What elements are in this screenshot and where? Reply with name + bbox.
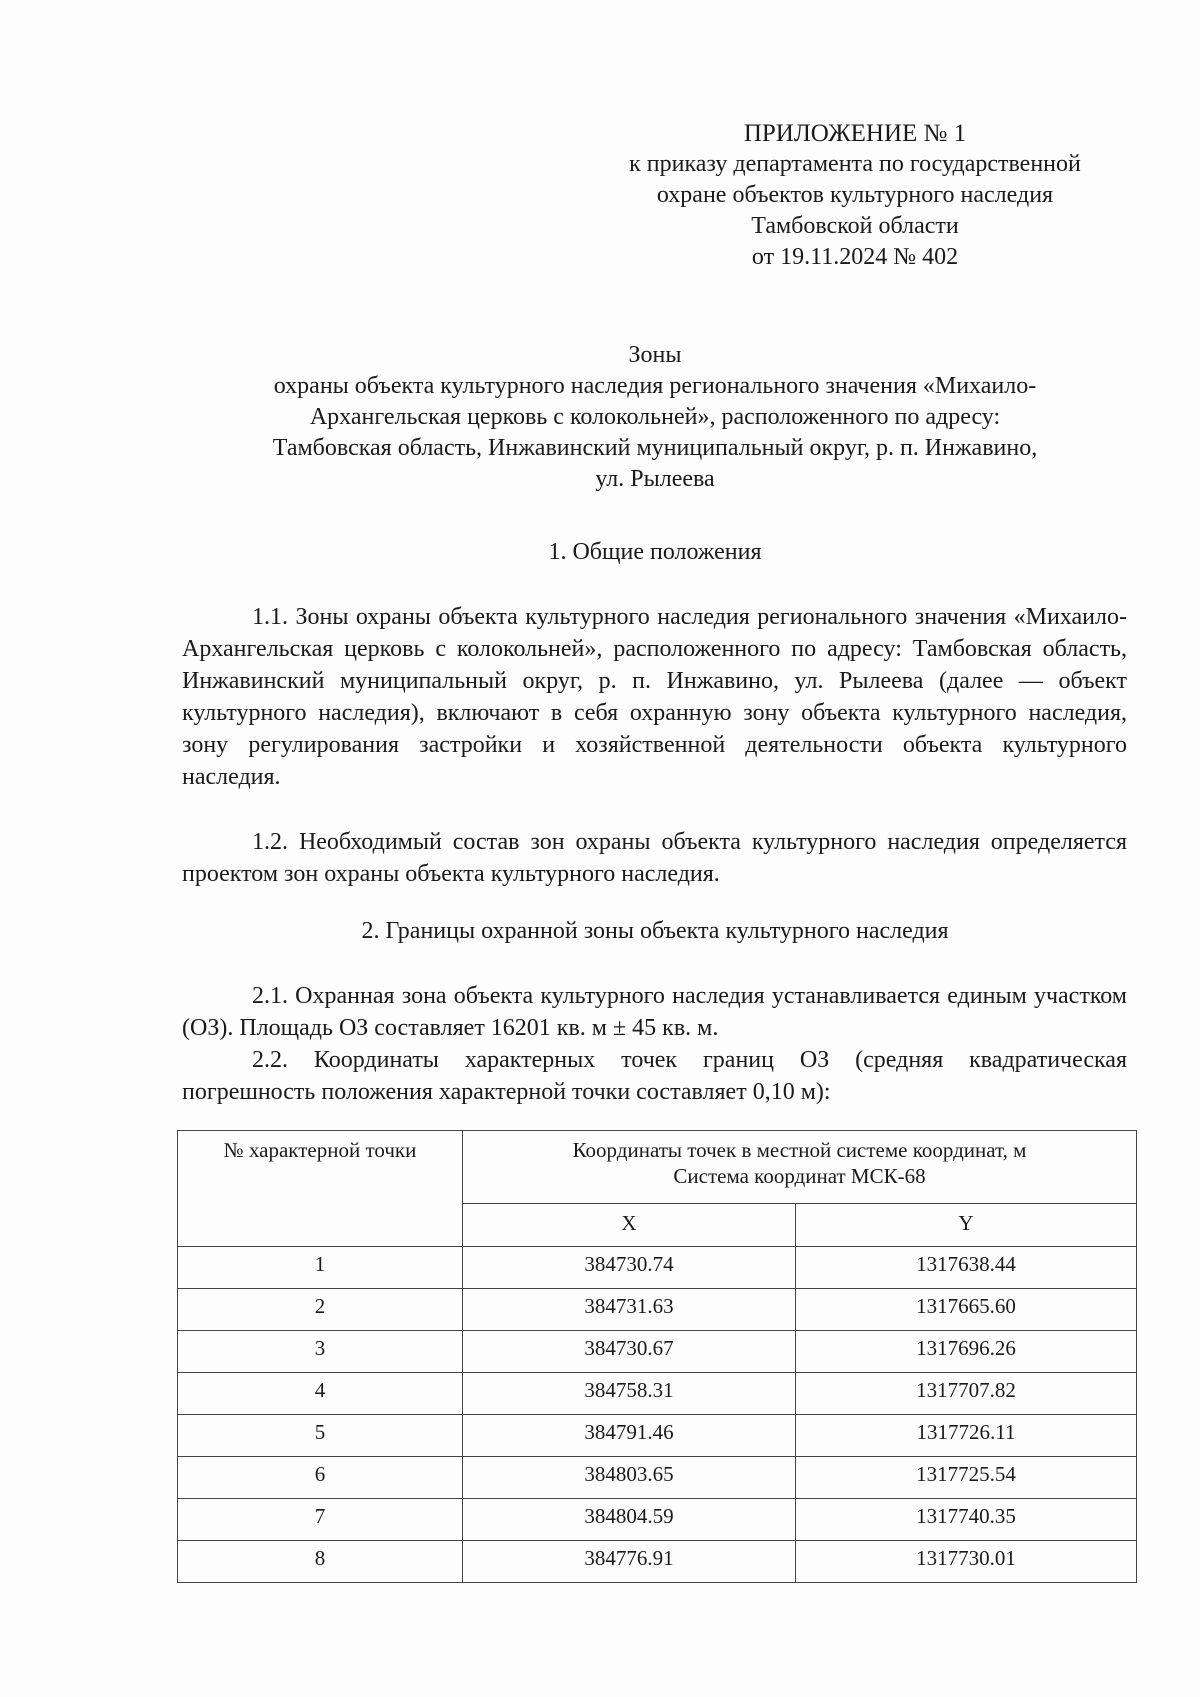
point-number: 6 — [178, 1457, 463, 1499]
table-row — [178, 1289, 1137, 1331]
coord-y: 1317638.44 — [796, 1247, 1137, 1289]
header-x: X — [463, 1204, 796, 1247]
coord-x: 384731.63 — [463, 1289, 796, 1331]
coord-y: 1317730.01 — [796, 1541, 1137, 1583]
coord-x: 384730.67 — [463, 1331, 796, 1373]
coord-x: 384730.74 — [463, 1247, 796, 1289]
annex-order-line: охране объектов культурного наследия — [656, 182, 1054, 208]
section-1-heading: 1. Общие положения — [548, 539, 762, 565]
coord-x: 384804.59 — [463, 1499, 796, 1541]
table-row — [178, 1457, 1137, 1499]
coord-y: 1317665.60 — [796, 1289, 1137, 1331]
paragraph-2-2: 2.2. Координаты характерных точек границ ОЗ (средняя квадратическая погрешность положения характерной точки составляет 0,10 м): — [182, 1047, 1127, 1105]
paragraph-2-1: 2.1. Охранная зона объекта культурного наследия устанавливается единым участком (ОЗ). Площадь ОЗ составляет 16201 кв. м ± 45 кв. м. — [182, 983, 1127, 1041]
header-coordinates-line: Система координат МСК-68 — [673, 1164, 926, 1188]
point-number: 2 — [178, 1289, 463, 1331]
coord-x: 384776.91 — [463, 1541, 796, 1583]
coord-y: 1317726.11 — [796, 1415, 1137, 1457]
coord-y: 1317696.26 — [796, 1331, 1137, 1373]
annex-order-date: от 19.11.2024 № 402 — [751, 244, 959, 270]
table-row — [178, 1541, 1137, 1583]
annex-order-line: к приказу департамента по государственной — [629, 151, 1081, 177]
title-line: Архангельская церковь с колокольней», расположенного по адресу: — [309, 404, 1001, 430]
header-coordinates — [463, 1131, 1137, 1204]
table-row — [178, 1373, 1137, 1415]
coord-y: 1317725.54 — [796, 1457, 1137, 1499]
header-point-number: № характерной точки — [178, 1131, 463, 1247]
title-line: охраны объекта культурного наследия регионального значения «Михаило- — [273, 373, 1037, 399]
paragraph-1-2: 1.2. Необходимый состав зон охраны объекта культурного наследия определяется проектом зон охраны объекта культурного наследия. — [182, 829, 1127, 887]
annex-title: ПРИЛОЖЕНИЕ № 1 — [743, 120, 967, 147]
point-number: 1 — [178, 1247, 463, 1289]
coord-x: 384758.31 — [463, 1373, 796, 1415]
coordinates-table — [177, 1130, 1137, 1583]
coord-y: 1317707.82 — [796, 1373, 1137, 1415]
point-number: 3 — [178, 1331, 463, 1373]
header-y: Y — [796, 1204, 1137, 1247]
table-row — [178, 1499, 1137, 1541]
document-title — [160, 340, 1150, 495]
annex-order-line: Тамбовской области — [751, 213, 959, 239]
header-coordinates-line: Координаты точек в местной системе координат, м — [572, 1138, 1027, 1162]
annex-header — [560, 118, 1150, 273]
point-number: 4 — [178, 1373, 463, 1415]
table-row — [178, 1415, 1137, 1457]
table-row — [178, 1247, 1137, 1289]
section-2-heading: 2. Границы охранной зоны объекта культурного наследия — [361, 918, 949, 944]
point-number: 8 — [178, 1541, 463, 1583]
table-row — [178, 1331, 1137, 1373]
point-number: 7 — [178, 1499, 463, 1541]
title-line: ул. Рылеева — [595, 466, 715, 492]
title-line: Тамбовская область, Инжавинский муниципальный округ, р. п. Инжавино, — [272, 435, 1038, 461]
point-number: 5 — [178, 1415, 463, 1457]
title-line: Зоны — [628, 342, 682, 368]
coord-x: 384803.65 — [463, 1457, 796, 1499]
paragraph-1-1: 1.1. Зоны охраны объекта культурного наследия регионального значения «Михаило-Архангельская церковь с колокольней», расположенного по адресу: Тамбовская область, Инжавинский муниципальный округ, р. п. Инжавино, ул. Рылеева (далее — объект культурного наследия), включают в себя охранную зону объекта культурного наследия, зону регулирования застройки и хозяйственной деятельности объекта культурного наследия. — [182, 604, 1127, 790]
coord-x: 384791.46 — [463, 1415, 796, 1457]
coord-y: 1317740.35 — [796, 1499, 1137, 1541]
